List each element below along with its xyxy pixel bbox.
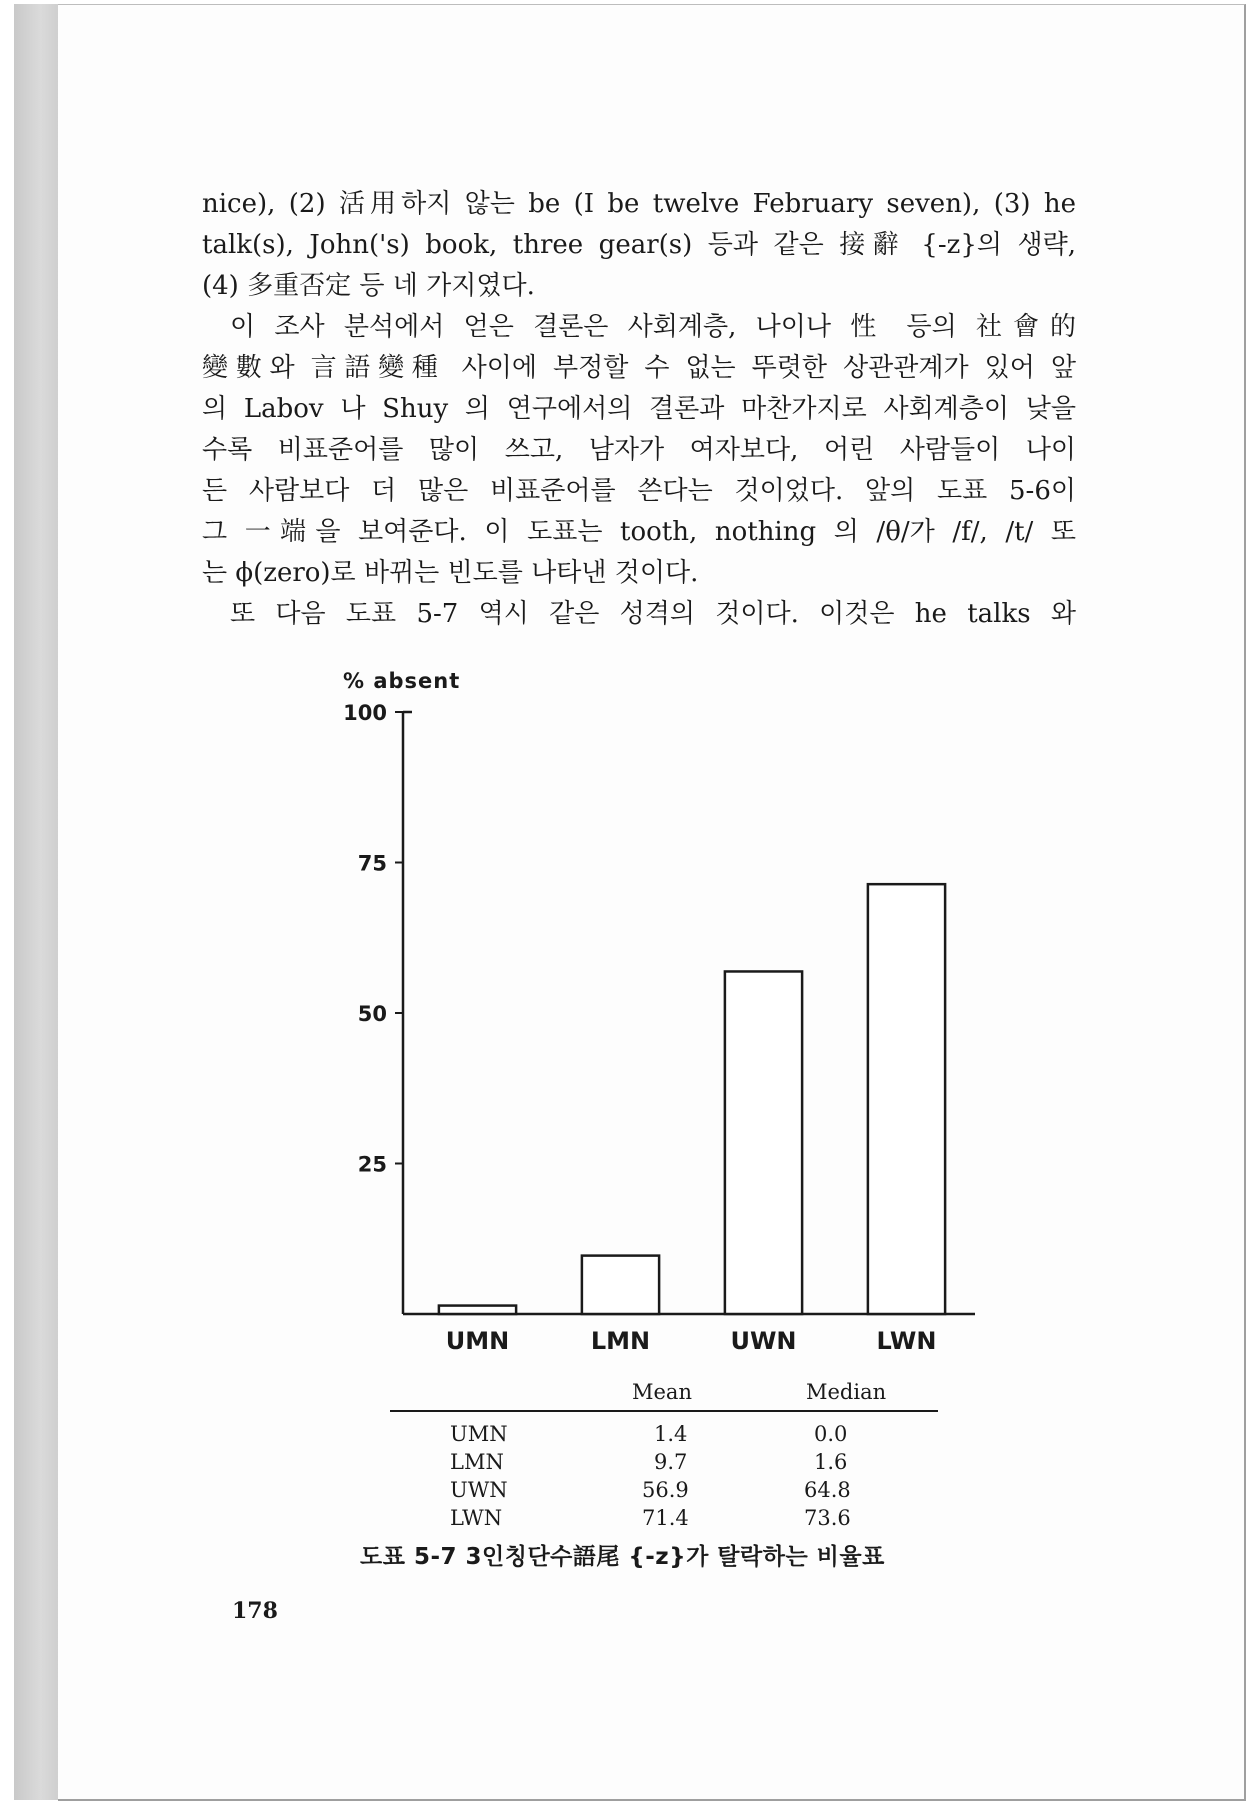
book-spine [14,4,59,1800]
table-row [390,1422,938,1450]
y-axis-label: % absent [343,669,461,693]
text-line: 든 사람보다 더 많은 비표준어를 쓴다는 것이었다. 앞의 도표 5-6이 [202,476,1076,506]
row-mean: 71.4 [642,1506,689,1530]
y-tick-label: 75 [357,851,387,876]
row-median: 64.8 [804,1478,851,1502]
row-median: 0.0 [814,1422,848,1446]
y-tick-label: 25 [357,1152,387,1177]
x-category-label: UWN [730,1327,797,1355]
text-line: (4) 多重否定 등 네 가지였다. [202,271,535,301]
text-line: nice), (2) 活用하지 않는 be (I be twelve February seven), (3) he [202,189,1076,219]
row-median: 1.6 [814,1450,848,1474]
text-line: 는 ϕ(zero)로 바뀌는 빈도를 나타낸 것이다. [202,558,699,588]
paragraph-3 [202,594,1076,635]
table-row [390,1478,938,1506]
row-label: UWN [450,1478,508,1502]
stats-table-header [390,1376,938,1410]
row-label: LMN [450,1450,504,1474]
x-category-label: UMN [445,1327,510,1355]
figure-caption: 도표 5-7 3인칭단수語尾 {-z}가 탈락하는 비율표 [360,1544,885,1570]
row-median: 73.6 [804,1506,851,1530]
row-mean: 9.7 [654,1450,688,1474]
text-line: 이 조사 분석에서 얻은 결론은 사회계층, 나이나 性 등의 社會的 [230,312,1076,342]
table-row [390,1450,938,1478]
header-mean: Mean [632,1380,692,1404]
row-label: LWN [450,1506,503,1530]
header-median: Median [806,1380,887,1404]
row-label: UMN [450,1422,508,1446]
y-tick-label: 50 [357,1002,387,1026]
text-line: 變數와 言語變種 사이에 부정할 수 없는 뚜렷한 상관관계가 있어 앞 [202,353,1076,383]
row-mean: 56.9 [642,1478,689,1502]
page-number: 178 [232,1598,278,1624]
stats-table [390,1376,938,1534]
table-rule [390,1410,938,1412]
text-line: talk(s), John('s) book, three gear(s) 등과 같은 接辭 {-z}의 생략, [202,230,1076,260]
text-line: 수록 비표준어를 많이 쓰고, 남자가 여자보다, 어린 사람들이 나이 [202,435,1076,465]
table-row [390,1506,938,1534]
x-category-label: LMN [590,1327,651,1355]
x-category-label: LWN [876,1327,937,1355]
text-line: 또 다음 도표 5-7 역시 같은 성격의 것이다. 이것은 he talks 와 [230,599,1076,629]
text-line: 그 一端을 보여준다. 이 도표는 tooth, nothing 의 /θ/가 /f/, /t/ 또 [202,517,1076,547]
y-tick-label: 100 [343,701,387,725]
paragraph-1 [202,184,1076,307]
text-line: 의 Labov 나 Shuy 의 연구에서의 결론과 마찬가지로 사회계층이 낮을 [202,394,1076,424]
paragraph-2 [202,307,1076,594]
row-mean: 1.4 [654,1422,688,1446]
